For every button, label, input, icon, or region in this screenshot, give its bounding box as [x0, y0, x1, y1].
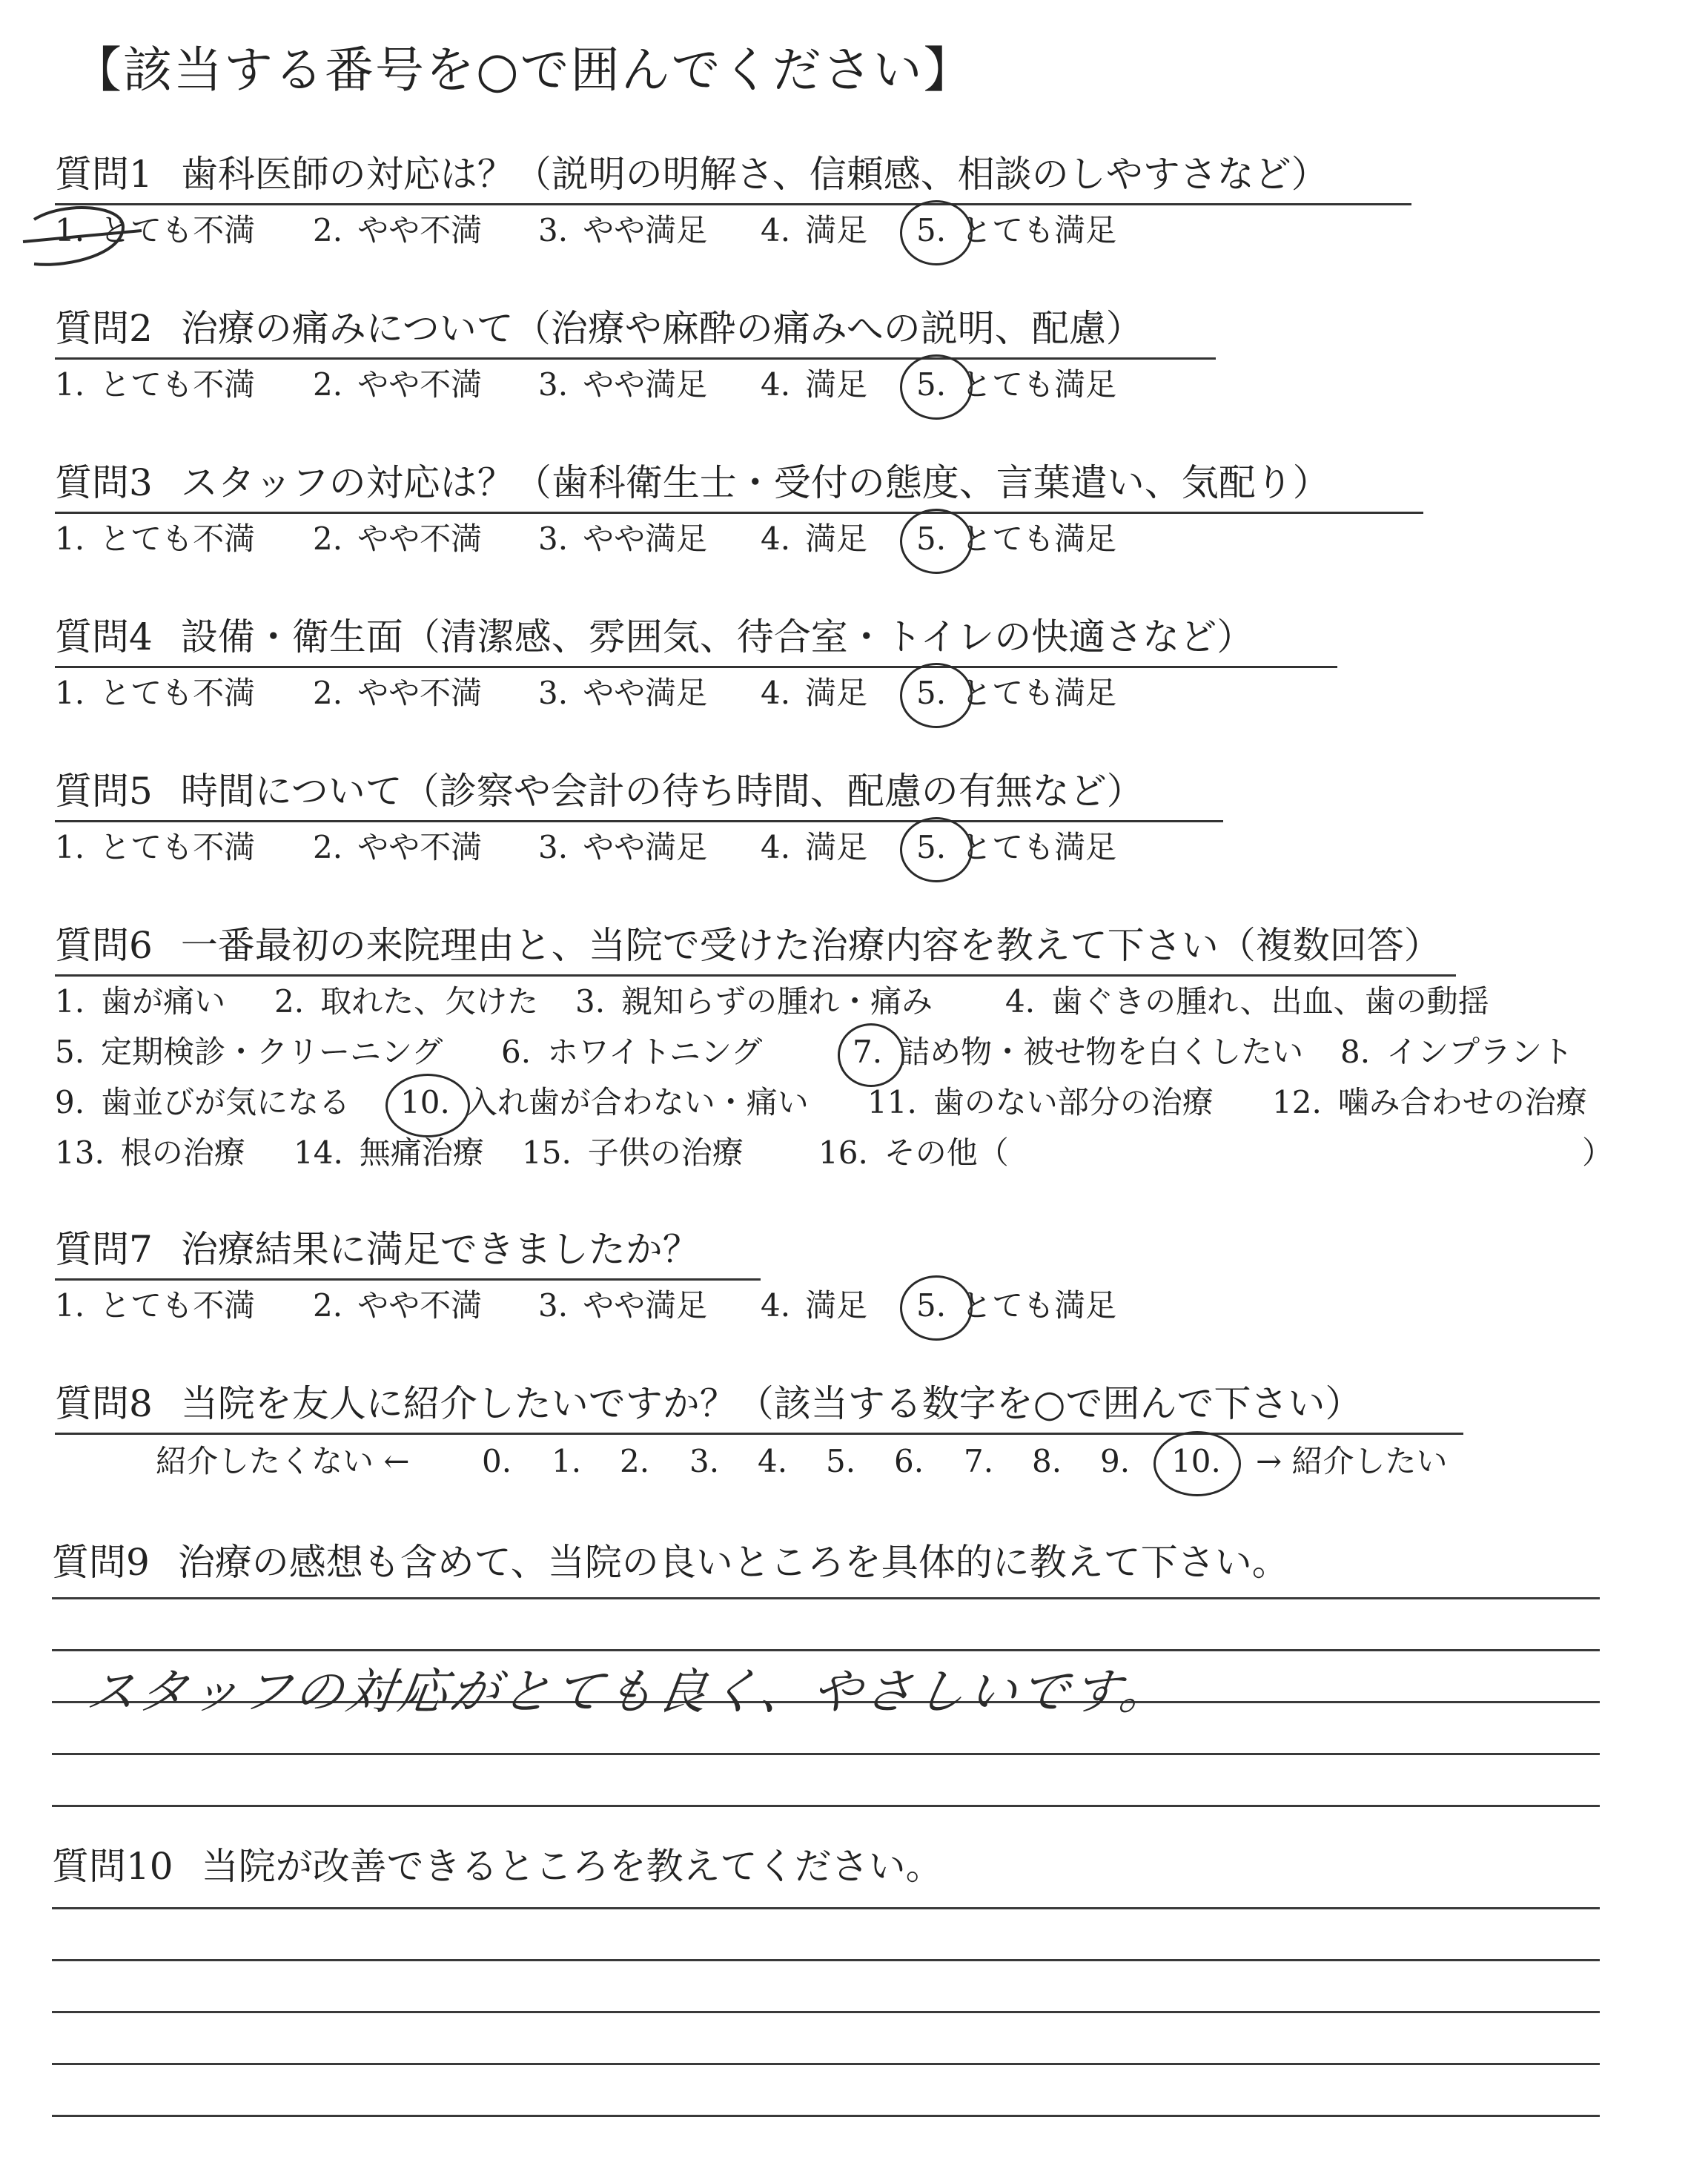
rating-option-3[interactable]: [538, 212, 708, 248]
question-text: 当院が改善できるところを教えてください。: [201, 1845, 943, 1888]
treatment-option[interactable]: [294, 1137, 484, 1169]
question-number: 質問9: [52, 1541, 150, 1584]
treatment-option-number: 2.: [274, 983, 305, 1020]
treatment-option-label: 歯のない部分の治療: [933, 1084, 1214, 1120]
question-heading: [52, 1845, 943, 1888]
rating-option-number: 2.: [313, 675, 343, 711]
rating-option-label: やや満足: [583, 1287, 708, 1324]
rating-option-number: 3.: [538, 366, 569, 403]
rating-option-number: 2.: [313, 521, 343, 557]
treatment-option-number: 13.: [55, 1135, 105, 1171]
rating-option-label: とても満足: [961, 1287, 1117, 1324]
rating-option-number: 3.: [538, 829, 569, 865]
rating-option-1[interactable]: [55, 521, 256, 557]
treatment-option[interactable]: [55, 1034, 443, 1070]
rating-option-label: やや満足: [583, 366, 708, 403]
rating-option-number: 2.: [313, 1287, 343, 1324]
question-underline: [55, 203, 1411, 205]
rating-option-4[interactable]: [761, 521, 868, 557]
treatment-option-label: その他（: [884, 1135, 1009, 1171]
writing-line: [52, 2011, 1600, 2013]
treatment-option-label: 詰め物・被せ物を白くしたい: [898, 1034, 1304, 1070]
treatment-option[interactable]: [55, 1084, 351, 1120]
rating-option-label: やや満足: [583, 675, 708, 711]
question-underline: [55, 1278, 761, 1281]
selected-circle-mark: [385, 1074, 470, 1137]
rating-options: [0, 1287, 1708, 1327]
question-text: 一番最初の来院理由と、当院で受けた治療内容を教えて下さい（複数回答）: [180, 924, 1441, 967]
rating-options: [0, 366, 1708, 406]
question-underline: [55, 357, 1216, 360]
rating-option-number: 1.: [55, 1287, 85, 1324]
treatment-option[interactable]: [1582, 1137, 1613, 1169]
rating-option-number: 5.: [916, 366, 947, 403]
treatment-option-number: 14.: [294, 1135, 343, 1171]
question-text: 治療の痛みについて（治療や麻酔の痛みへの説明、配慮）: [180, 307, 1143, 350]
recommend-score-0[interactable]: 0.: [482, 1443, 512, 1479]
treatment-option-label: 子供の治療: [587, 1135, 744, 1171]
treatment-option[interactable]: [55, 983, 226, 1020]
question-underline: [55, 1433, 1463, 1435]
question-number: 質問1: [55, 153, 153, 196]
treatment-option[interactable]: [853, 1034, 1304, 1070]
rating-option-label: とても不満: [99, 212, 256, 248]
rating-option-number: 1.: [55, 829, 85, 865]
writing-line: [52, 2115, 1600, 2117]
rating-option-3[interactable]: [538, 521, 708, 557]
treatment-option-label: 無痛治療: [359, 1135, 484, 1171]
rating-option-label: とても不満: [99, 521, 256, 557]
rating-options: [0, 212, 1708, 252]
rating-option-number: 4.: [761, 366, 791, 403]
treatment-option-label: 歯が痛い: [101, 983, 226, 1020]
recommend-score-9[interactable]: 9.: [1100, 1443, 1131, 1479]
treatment-option-label: 根の治療: [120, 1135, 245, 1171]
rating-option-2[interactable]: [313, 521, 483, 557]
treatment-option-label: ）: [1582, 1135, 1614, 1171]
selected-circle-mark: [838, 1023, 904, 1087]
rating-option-number: 5.: [916, 212, 947, 248]
rating-option-label: やや不満: [357, 366, 483, 403]
treatment-option-number: 8.: [1340, 1034, 1371, 1070]
question-text: 時間について（診察や会計の待ち時間、配慮の有無など）: [180, 770, 1144, 813]
treatment-option[interactable]: [867, 1084, 1214, 1120]
treatment-option-number: 3.: [575, 983, 606, 1020]
writing-line: [52, 1597, 1600, 1599]
rating-option-label: やや満足: [583, 521, 708, 557]
question-number: 質問5: [55, 770, 153, 813]
rating-option-label: とても不満: [99, 1287, 256, 1324]
rating-option-label: 満足: [805, 829, 868, 865]
rating-option-4[interactable]: [761, 1287, 868, 1324]
writing-line: [52, 1649, 1600, 1651]
treatment-option-label: 定期検診・クリーニング: [101, 1034, 443, 1070]
form-title: 【該当する番号を○で囲んでください】: [73, 42, 974, 99]
treatment-option-number: 16.: [818, 1135, 868, 1171]
writing-line: [52, 1753, 1600, 1755]
rating-option-number: 5.: [916, 521, 947, 557]
rating-option-number: 4.: [761, 675, 791, 711]
rating-option-number: 1.: [55, 366, 85, 403]
question-number: 質問6: [55, 924, 153, 967]
question-number: 質問2: [55, 307, 153, 350]
rating-option-number: 3.: [538, 1287, 569, 1324]
rating-options: [0, 675, 1708, 715]
question-number: 質問8: [55, 1382, 153, 1425]
rating-option-label: やや満足: [583, 829, 708, 865]
rating-option-4[interactable]: [761, 829, 868, 865]
question-number: 質問10: [52, 1845, 173, 1888]
treatment-option[interactable]: [1340, 1034, 1574, 1070]
writing-line: [52, 1805, 1600, 1807]
rating-option-label: やや不満: [357, 829, 483, 865]
rating-option-2[interactable]: [313, 366, 483, 403]
treatment-option-number: 5.: [55, 1034, 85, 1070]
rating-option-1[interactable]: [55, 675, 256, 711]
treatment-option[interactable]: [522, 1137, 744, 1169]
selected-circle-mark: [900, 354, 973, 420]
rating-option-3[interactable]: [538, 366, 708, 403]
treatment-option-number: 9.: [55, 1084, 85, 1120]
question-heading: [52, 1541, 1289, 1584]
question-number: 質問3: [55, 461, 153, 504]
rating-option-label: 満足: [805, 366, 868, 403]
treatment-option-number: 11.: [867, 1084, 917, 1120]
rating-option-1[interactable]: [55, 829, 256, 865]
question-text: 当院を友人に紹介したいですか？（該当する数字を○で囲んで下さい）: [180, 1382, 1363, 1425]
treatment-option[interactable]: [1272, 1084, 1587, 1120]
rating-option-label: 満足: [805, 212, 868, 248]
question-heading: [55, 924, 1441, 967]
rating-option-label: とても満足: [961, 366, 1117, 403]
rating-option-number: 4.: [761, 1287, 791, 1324]
question-text: 治療結果に満足できましたか？: [180, 1228, 700, 1271]
treatment-option-label: 歯並びが気になる: [101, 1084, 351, 1120]
selected-circle-mark: [1153, 1431, 1241, 1496]
question-heading: [55, 1228, 700, 1271]
rating-option-label: 満足: [805, 1287, 868, 1324]
rating-option-label: 満足: [805, 521, 868, 557]
rating-option-number: 5.: [916, 675, 947, 711]
rating-option-3[interactable]: [538, 675, 708, 711]
treatment-option-number: 15.: [522, 1135, 572, 1171]
question-underline: [55, 820, 1223, 822]
rating-option-number: 2.: [313, 212, 343, 248]
treatment-option-number: 10.: [400, 1084, 450, 1120]
question-heading: [55, 1382, 1363, 1425]
treatment-option-number: 6.: [501, 1034, 532, 1070]
treatment-option[interactable]: [1005, 983, 1489, 1020]
rating-option-number: 5.: [916, 1287, 947, 1324]
question-text: 設備・衛生面（清潔感、雰囲気、待合室・トイレの快適さなど）: [180, 615, 1254, 658]
treatment-option-number: 12.: [1272, 1084, 1322, 1120]
rating-option-label: やや不満: [357, 212, 483, 248]
rating-option-2[interactable]: [313, 829, 483, 865]
recommend-score-1[interactable]: 1.: [552, 1443, 582, 1479]
rating-option-label: やや不満: [357, 521, 483, 557]
treatment-option-number: 4.: [1005, 983, 1036, 1020]
writing-line: [52, 2063, 1600, 2065]
recommend-score-3[interactable]: 3.: [689, 1443, 720, 1479]
selected-circle-mark: [900, 509, 973, 574]
rating-option-label: とても満足: [961, 212, 1117, 248]
rating-option-number: 3.: [538, 675, 569, 711]
recommend-score-4[interactable]: 4.: [758, 1443, 788, 1479]
treatment-option[interactable]: [575, 983, 933, 1020]
rating-option-number: 3.: [538, 212, 569, 248]
treatment-option[interactable]: [55, 1137, 245, 1169]
recommend-score-5[interactable]: 5.: [826, 1443, 856, 1479]
question-heading: [55, 307, 1143, 350]
rating-option-label: やや不満: [357, 675, 483, 711]
recommend-score-10[interactable]: 10.: [1171, 1443, 1221, 1479]
question-number: 質問7: [55, 1228, 153, 1271]
rating-option-2[interactable]: [313, 675, 483, 711]
rating-option-label: とても満足: [961, 675, 1117, 711]
question-text: 治療の感想も含めて、当院の良いところを具体的に教えて下さい。: [177, 1541, 1289, 1584]
rating-option-number: 4.: [761, 212, 791, 248]
rating-options: [0, 829, 1708, 869]
rating-option-2[interactable]: [313, 212, 483, 248]
scale-left-label: 紹介したくない ←: [156, 1443, 410, 1479]
rating-option-label: とても不満: [99, 829, 256, 865]
rating-option-label: やや満足: [583, 212, 708, 248]
scale-right-label: → 紹介したい: [1256, 1443, 1448, 1479]
selected-circle-mark: [900, 817, 973, 882]
rating-option-number: 2.: [313, 829, 343, 865]
rating-option-4[interactable]: [761, 675, 868, 711]
recommend-score-2[interactable]: 2.: [620, 1443, 650, 1479]
rating-option-4[interactable]: [761, 212, 868, 248]
rating-option-number: 1.: [55, 675, 85, 711]
treatment-option-label: インプラント: [1386, 1034, 1574, 1070]
question-heading: [55, 153, 1328, 196]
rating-option-1[interactable]: [55, 366, 256, 403]
selected-circle-mark: [900, 200, 973, 265]
question-underline: [55, 974, 1456, 977]
recommend-score-8[interactable]: 8.: [1032, 1443, 1062, 1479]
treatment-option-label: 親知らずの腫れ・痛み: [621, 983, 933, 1020]
question-text: スタッフの対応は？（歯科衛生士・受付の態度、言葉遣い、気配り）: [180, 461, 1330, 504]
recommend-score-6[interactable]: 6.: [894, 1443, 924, 1479]
treatment-option-number: 7.: [853, 1034, 883, 1070]
rating-option-label: 満足: [805, 675, 868, 711]
rating-option-3[interactable]: [538, 1287, 708, 1324]
rating-option-label: とても満足: [961, 521, 1117, 557]
recommend-score-7[interactable]: 7.: [964, 1443, 994, 1479]
rating-option-4[interactable]: [761, 366, 868, 403]
rating-option-number: 5.: [916, 829, 947, 865]
rating-option-label: とても不満: [99, 366, 256, 403]
handwritten-answer-q9: スタッフの対応がとても良く、やさしいです。: [82, 1663, 1176, 1720]
treatment-option-label: 入れ歯が合わない・痛い: [466, 1084, 809, 1120]
rating-option-2[interactable]: [313, 1287, 483, 1324]
question-heading: [55, 770, 1144, 813]
treatment-option[interactable]: [818, 1137, 1009, 1169]
selected-circle-mark: [900, 1275, 973, 1341]
crossed-out-mark: [19, 197, 145, 279]
writing-line: [52, 1907, 1600, 1909]
selected-circle-mark: [900, 663, 973, 728]
rating-option-number: 1.: [55, 521, 85, 557]
question-underline: [55, 512, 1423, 514]
rating-option-number: 4.: [761, 829, 791, 865]
treatment-option[interactable]: [501, 1034, 763, 1070]
treatment-option-label: ホワイトニング: [547, 1034, 763, 1070]
question-number: 質問4: [55, 615, 153, 658]
rating-option-label: やや不満: [357, 1287, 483, 1324]
writing-line: [52, 1959, 1600, 1961]
question-underline: [55, 666, 1337, 668]
treatment-option-label: 噛み合わせの治療: [1337, 1084, 1587, 1120]
question-text: 歯科医師の対応は？（説明の明解さ、信頼感、相談のしやすさなど）: [180, 153, 1328, 196]
rating-option-number: 3.: [538, 521, 569, 557]
treatment-option-label: 歯ぐきの腫れ、出血、歯の動揺: [1051, 983, 1489, 1020]
rating-option-label: とても満足: [961, 829, 1117, 865]
rating-option-1[interactable]: [55, 1287, 256, 1324]
rating-option-3[interactable]: [538, 829, 708, 865]
rating-option-label: とても不満: [99, 675, 256, 711]
treatment-option[interactable]: [274, 983, 539, 1020]
question-heading: [55, 461, 1330, 504]
rating-option-number: 1.: [55, 212, 85, 248]
rating-option-number: 2.: [313, 366, 343, 403]
treatment-option-label: 取れた、欠けた: [320, 983, 539, 1020]
rating-options: [0, 521, 1708, 561]
rating-option-number: 4.: [761, 521, 791, 557]
treatment-option-number: 1.: [55, 983, 85, 1020]
question-heading: [55, 615, 1254, 658]
